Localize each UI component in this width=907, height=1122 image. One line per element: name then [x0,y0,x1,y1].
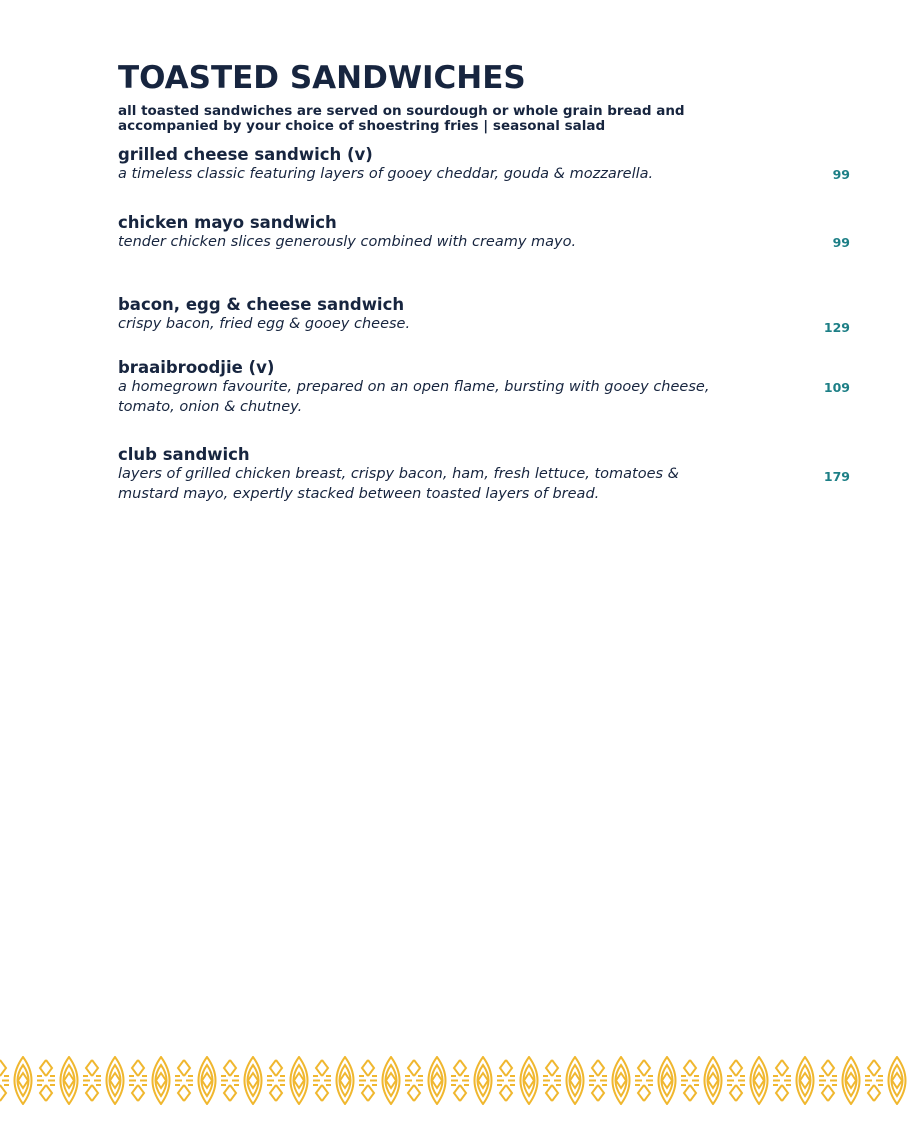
section-subtitle: all toasted sandwiches are served on sourdough or whole grain bread and accompanied by your choice of shoestring fries | seasonal salad [118,103,685,134]
menu-item-grilled-cheese [118,145,850,185]
item-name: chicken mayo sandwich [118,213,337,232]
section-title: TOASTED SANDWICHES [118,60,526,96]
item-description: tender chicken slices generously combined with creamy mayo. [118,234,577,250]
item-description: a timeless classic featuring layers of gooey cheddar, gouda & mozzarella. [118,166,654,182]
item-price: 99 [832,235,850,250]
item-price: 109 [823,380,850,395]
item-description: crispy bacon, fried egg & gooey cheese. [118,316,411,332]
item-description: layers of grilled chicken breast, crispy bacon, ham, fresh lettuce, tomatoes & mustard mayo, expertly stacked between toasted layers of bread. [118,466,679,502]
menu-section [118,58,850,502]
item-price: 99 [832,167,850,182]
item-name: braaibroodjie (v) [118,358,275,377]
item-name: grilled cheese sandwich (v) [118,145,373,164]
item-price: 179 [823,469,850,484]
item-price: 129 [823,320,850,335]
menu-item-braaibroodjie [118,358,850,417]
item-description: a homegrown favourite, prepared on an open flame, bursting with gooey cheese, tomato, onion & chutney. [118,379,710,415]
menu-item-club-sandwich [118,445,850,504]
item-name: club sandwich [118,445,250,464]
menu-item-bacon-egg-cheese [118,295,850,335]
item-name: bacon, egg & cheese sandwich [118,295,405,314]
diamond-pattern-border-icon [0,1056,907,1105]
menu-item-chicken-mayo [118,213,850,253]
